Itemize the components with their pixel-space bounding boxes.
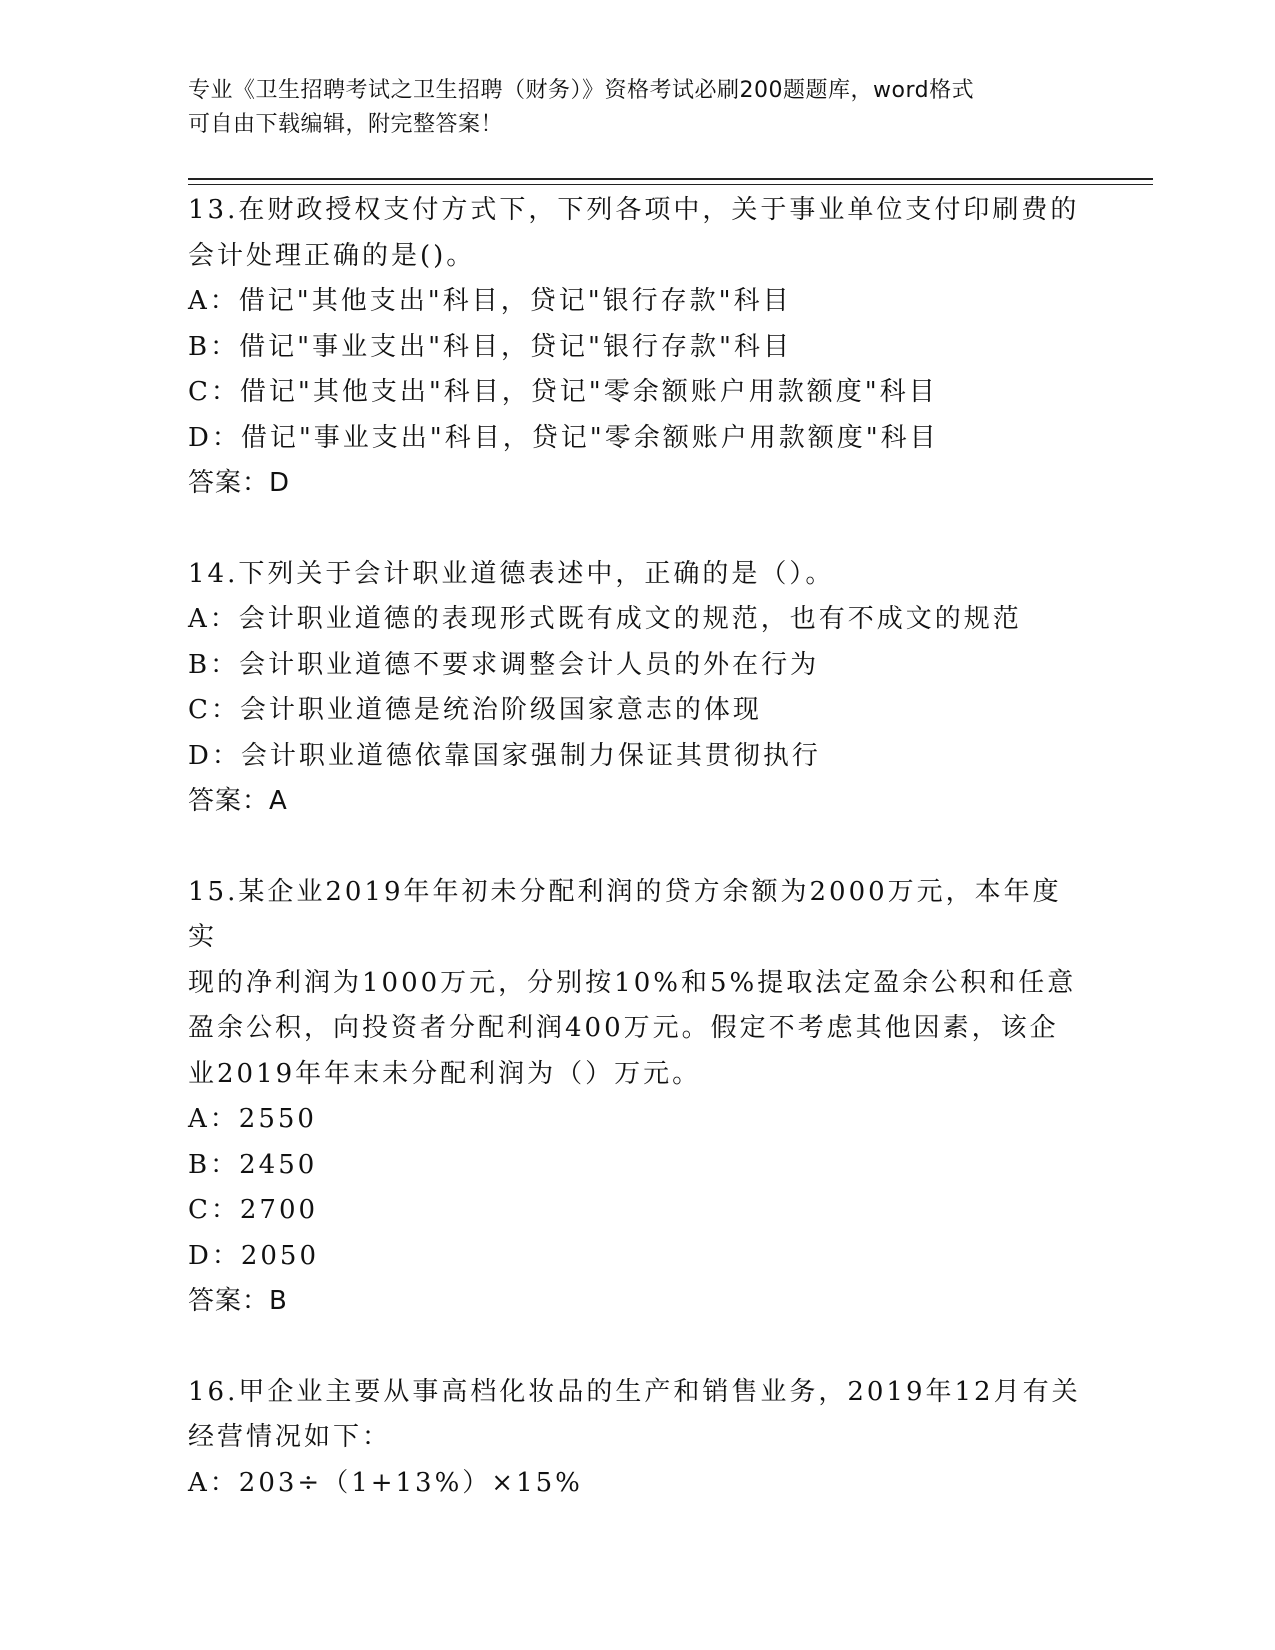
- option-c: C：2700: [188, 1195, 319, 1225]
- document-header: [188, 74, 1068, 142]
- question-13: [188, 188, 1088, 507]
- option-b: B：会计职业道德不要求调整会计人员的外在行为: [188, 649, 820, 680]
- question-text-line: 14.下列关于会计职业道德表述中，正确的是（）。: [188, 558, 835, 589]
- question-text-line: 15.某企业2019年年初未分配利润的贷方余额为2000万元，本年度实: [188, 876, 1062, 952]
- option-b: B：借记"事业支出"科目，贷记"银行存款"科目: [188, 331, 792, 362]
- option-d: D：2050: [188, 1240, 320, 1271]
- option-a: A：会计职业道德的表现形式既有成文的规范，也有不成文的规范: [188, 604, 1022, 634]
- answer-line: 答案：D: [188, 468, 291, 498]
- question-text-line: 16.甲企业主要从事高档化妆品的生产和销售业务，2019年12月有关: [188, 1376, 1081, 1407]
- option-a: A：203÷（1+13%）×15%: [188, 1467, 583, 1498]
- question-14: [188, 552, 1088, 825]
- option-c: C：借记"其他支出"科目，贷记"零余额账户用款额度"科目: [188, 377, 938, 407]
- question-list: [188, 188, 1088, 1551]
- header-rule-thin: [188, 184, 1153, 185]
- question-text-line: 现的净利润为1000万元，分别按10%和5%提取法定盈余公积和任意: [188, 967, 1077, 998]
- option-d: D：会计职业道德依靠国家强制力保证其贯彻执行: [188, 740, 821, 771]
- header-line-1: 专业《卫生招聘考试之卫生招聘（财务）》资格考试必刷200题题库，word格式: [188, 78, 975, 103]
- question-text-line: 会计处理正确的是()。: [188, 240, 476, 271]
- header-line-2: 可自由下载编辑，附完整答案！: [188, 112, 504, 137]
- question-text-line: 盈余公积，向投资者分配利润400万元。假定不考虑其他因素，该企: [188, 1013, 1059, 1043]
- question-16: [188, 1370, 1088, 1507]
- answer-line: 答案：B: [188, 1286, 288, 1316]
- option-a: A：借记"其他支出"科目，贷记"银行存款"科目: [188, 286, 792, 316]
- question-text-line: 业2019年年末未分配利润为（）万元。: [188, 1058, 702, 1089]
- question-text-line: 13.在财政授权支付方式下，下列各项中，关于事业单位支付印刷费的: [188, 195, 1080, 225]
- option-c: C：会计职业道德是统治阶级国家意志的体现: [188, 695, 762, 725]
- question-text-line: 经营情况如下：: [188, 1422, 392, 1452]
- question-15: [188, 870, 1088, 1325]
- option-d: D：借记"事业支出"科目，贷记"零余额账户用款额度"科目: [188, 422, 939, 453]
- answer-line: 答案：A: [188, 786, 288, 816]
- option-b: B：2450: [188, 1149, 318, 1180]
- option-a: A：2550: [188, 1104, 317, 1134]
- header-rule-thick: [188, 178, 1153, 180]
